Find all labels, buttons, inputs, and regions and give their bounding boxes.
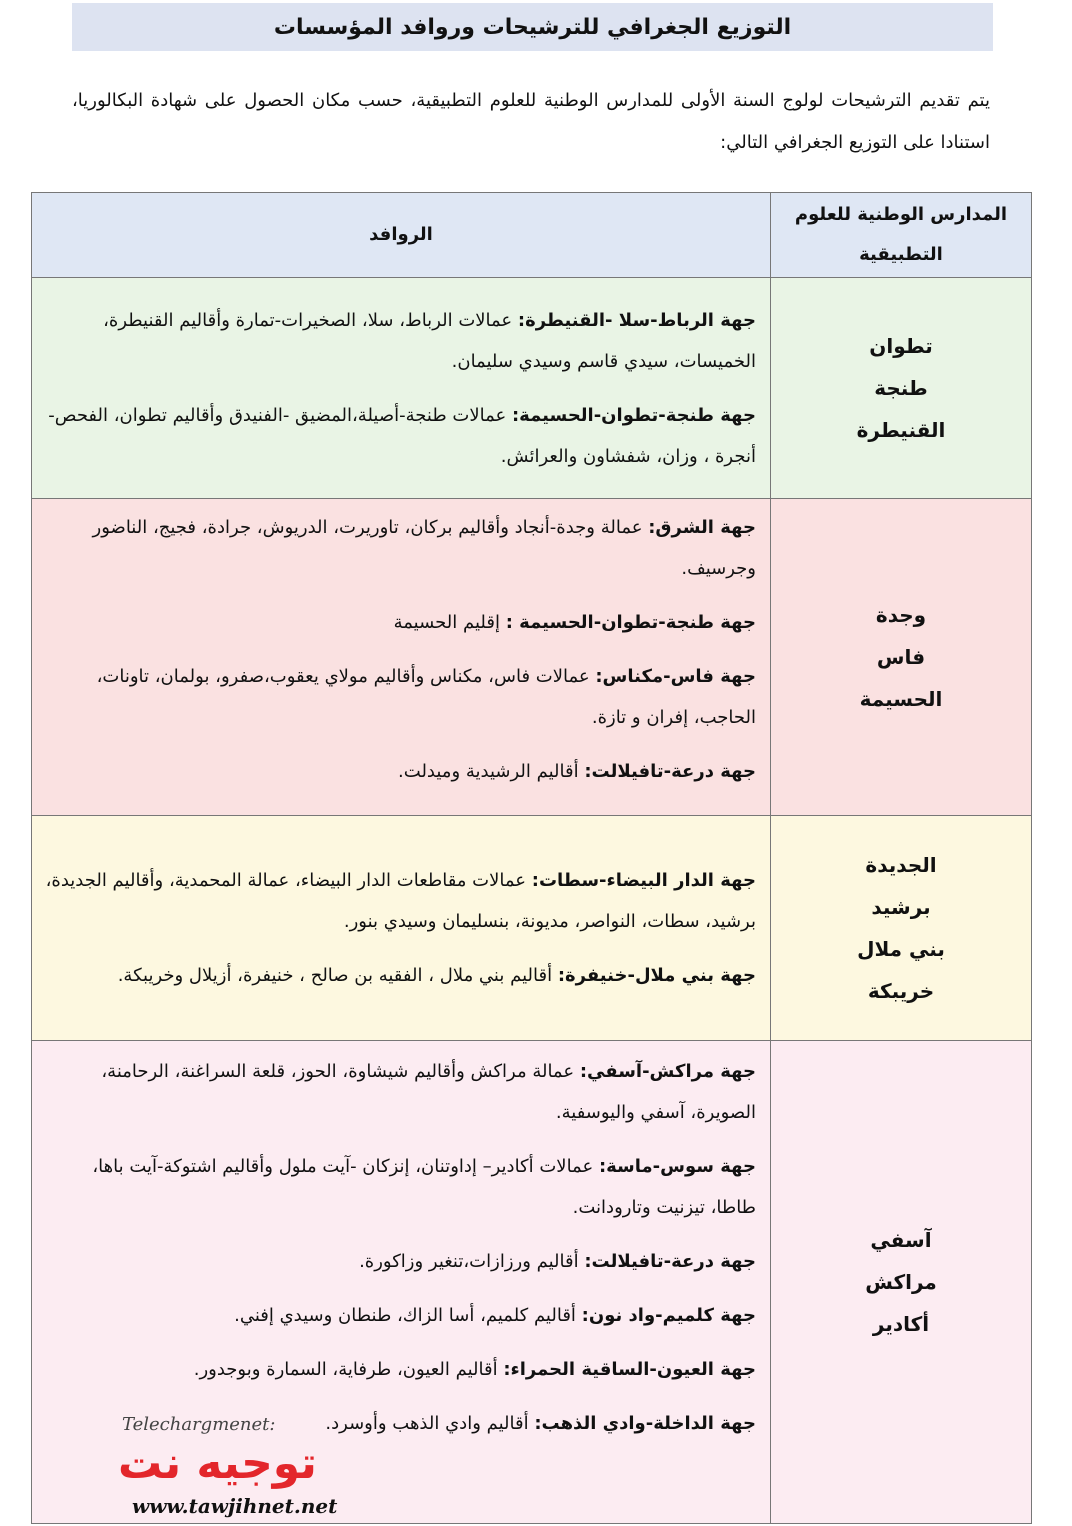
region-entry	[44, 395, 756, 477]
region-text: أقاليم العيون، طرفاية، السمارة وبوجدور.	[193, 1359, 498, 1380]
region-entry	[44, 656, 756, 738]
region-name: جهة الدار البيضاء-سطات:	[531, 870, 756, 891]
region-text: عمالات طنجة-أصيلة،المضيق -الفنيدق وأقاليم تطوان، الفحص-أنجرة ، وزان، شفشاون والعرائش.	[48, 404, 756, 467]
region-name: جهة الشرق:	[648, 517, 756, 538]
watermark-label: Telechargmenet:	[122, 1414, 276, 1435]
region-entry	[44, 1241, 756, 1282]
distribution-table	[31, 192, 1032, 1524]
region-text: عمالة مراكش وأقاليم شيشاوة، الحوز، قلعة السراغنة، الرحامنة، الصويرة، آسفي واليوسفية.	[101, 1061, 756, 1123]
school-name: الحسيمة	[859, 687, 943, 711]
table-row	[32, 278, 1032, 499]
school-name: أكادير	[872, 1312, 930, 1336]
schools-cell	[771, 278, 1032, 499]
region-name: جهة العيون-الساقية الحمراء:	[503, 1359, 756, 1380]
region-entry	[44, 1146, 756, 1228]
school-name: القنيطرة	[856, 418, 946, 442]
region-name: جهة مراكش-آسفي:	[579, 1061, 756, 1082]
region-name: جهة فاس-مكناس:	[595, 666, 756, 687]
region-text: أقاليم ورزازات،تنغير وزاكورة.	[359, 1251, 579, 1272]
region-text: أقاليم كلميم، أسا الزاك، طنطان وسيدي إفني.	[234, 1305, 576, 1326]
region-name: جهة درعة-تافيلالت:	[584, 761, 756, 782]
schools-cell	[771, 816, 1032, 1041]
header-regions: الروافد	[32, 193, 771, 278]
region-entry	[44, 751, 756, 792]
intro-paragraph: يتم تقديم الترشيحات لولوج السنة الأولى للمدارس الوطنية للعلوم التطبيقية، حسب مكان الحصول على شهادة البكالوريا، استنادا على التوزيع الجغرافي التالي:	[72, 90, 990, 153]
regions-cell	[32, 499, 771, 816]
table-row	[32, 816, 1032, 1041]
region-entry	[44, 1349, 756, 1390]
school-name: بني ملال	[857, 937, 945, 961]
region-name: جهة طنجة-تطوان-الحسيمة:	[511, 404, 756, 426]
region-entry	[44, 955, 756, 996]
region-entry	[44, 1295, 756, 1336]
region-text: عمالات أكادير– إداوتنان، إنزكان -آيت ملول وأقاليم اشتوكة-آيت باها، طاطا، تيزنيت وتارودانت.	[92, 1156, 756, 1218]
schools-cell	[771, 499, 1032, 816]
watermark	[110, 1412, 370, 1522]
region-entry	[44, 602, 756, 643]
region-text: عمالة وجدة-أنجاد وأقاليم بركان، تاوريرت، الدريوش، جرادة، فجيج، الناضور وجرسيف.	[92, 517, 756, 579]
region-name: جهة سوس-ماسة:	[598, 1156, 756, 1177]
regions-cell	[32, 278, 771, 499]
region-name: جهة كلميم-واد نون:	[581, 1305, 756, 1326]
region-text: عمالات فاس، مكناس وأقاليم مولاي يعقوب،صفرو، بولمان، تاونات، الحاجب، إفران و تازة.	[96, 666, 756, 728]
region-text: عمالات مقاطعات الدار البيضاء، عمالة المحمدية، وأقاليم الجديدة، برشيد، سطات، النواصر، مديونة، بنسليمان وسيدي بنور.	[45, 870, 756, 932]
school-name: فاس	[876, 645, 926, 669]
region-text: أقاليم بني ملال ، الفقيه بن صالح ، خنيفرة، أزيلال وخريبكة.	[117, 965, 553, 986]
table-header-row	[32, 193, 1032, 278]
region-text: عمالات الرباط، سلا، الصخيرات-تمارة وأقاليم القنيطرة، الخميسات، سيدي قاسم وسيدي سليمان.	[103, 309, 756, 372]
region-name: جهة درعة-تافيلالت:	[584, 1251, 756, 1272]
school-name: وجدة	[875, 603, 927, 627]
regions-cell	[32, 816, 771, 1041]
page-title: التوزيع الجغرافي للترشيحات وروافد المؤسسات	[273, 14, 792, 40]
region-text: أقاليم الرشيدية وميدلت.	[398, 761, 579, 782]
school-name: آسفي	[870, 1228, 932, 1252]
school-name: مراكش	[865, 1270, 937, 1294]
region-entry	[44, 507, 756, 589]
region-entry	[44, 300, 756, 382]
school-name: تطوان	[869, 334, 933, 358]
region-name: جهة الداخلة-وادي الذهب:	[534, 1413, 756, 1434]
school-name: الجديدة	[865, 853, 937, 877]
watermark-url: www.tawjihnet.net	[132, 1494, 338, 1518]
school-name: برشيد	[871, 895, 931, 919]
region-entry	[44, 860, 756, 942]
school-name: طنجة	[874, 376, 928, 400]
region-name: جهة الرباط-سلا -القنيطرة:	[517, 309, 756, 331]
page-title-bar	[72, 3, 993, 51]
header-schools: المدارس الوطنية للعلوم التطبيقية	[771, 193, 1032, 278]
table-row	[32, 499, 1032, 816]
watermark-logo: توجيه نت	[118, 1438, 317, 1489]
school-name: خريبكة	[867, 979, 935, 1003]
region-name: جهة بني ملال-خنيفرة:	[557, 965, 756, 986]
region-entry	[44, 1051, 756, 1133]
region-text: أقاليم وادي الذهب وأوسرد.	[325, 1413, 529, 1434]
region-name: جهة طنجة-تطوان-الحسيمة :	[505, 612, 756, 633]
schools-cell	[771, 1041, 1032, 1524]
region-text: إقليم الحسيمة	[393, 612, 500, 633]
